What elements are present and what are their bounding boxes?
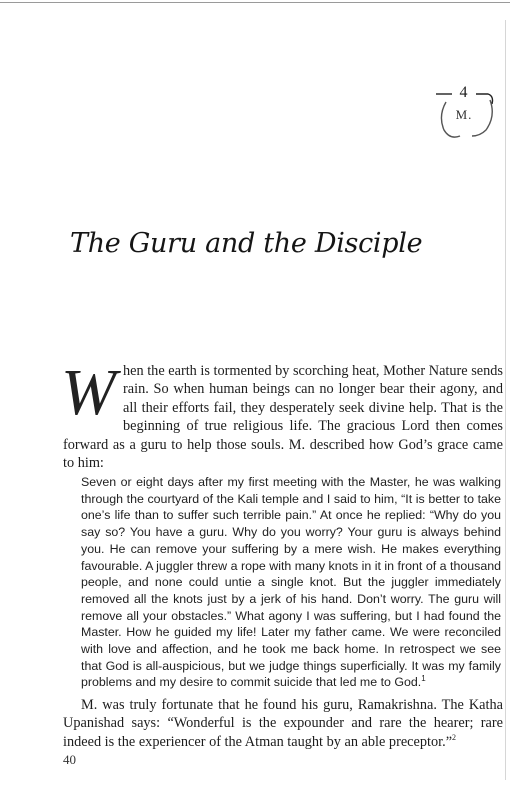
block-quote xyxy=(81,474,501,691)
drop-cap: W xyxy=(61,356,116,429)
chapter-ornament xyxy=(432,84,496,144)
footnote-marker-1: 1 xyxy=(421,674,426,684)
chapter-subject: M. xyxy=(455,107,473,122)
body-paragraph xyxy=(63,696,503,751)
page-number: 40 xyxy=(63,752,76,767)
footnote-marker-2: 2 xyxy=(452,733,457,743)
intro-text: hen the earth is tormented by scorching heat, Mother Nature sends rain. So when human beings can no longer bear their agony, and all their efforts fail, they desperately seek divine help. That is the beginning of true religious life. The gracious Lord then comes forward as a guru to help those souls. M. described how God’s grace came to him: xyxy=(63,363,503,472)
quote-text: Seven or eight days after my first meeting with the Master, he was walking through the courtyard of the Kali temple and I said to him, “It is better to take one’s life than to suffer such terrible pain.” At once he replied: “Why do you say so? You have a guru. Why do you worry? Your guru is always behind you. He can remove your suffering by a mere wish. He makes everything favourable. A juggler threw a rope with many knots in it in front of a thousand people, and none could untie a single knot. But the juggler immediately removed all the knots just by a jerk of his hand. Don’t worry. The guru will remove all your obstacles.” What agony I was suffering, but I had found the Master. How he guided my life! Later my father came. We were reconciled with love and affection, and he took me back home. In retrospect we see that God is all-auspicious, but we judge things superficially. It was my family problems and my desire to commit suicide that led me to God. xyxy=(81,475,501,690)
top-rule xyxy=(0,2,510,3)
intro-paragraph xyxy=(61,356,503,472)
chapter-number: 4 xyxy=(459,84,469,101)
para2-text: M. was truly fortunate that he found his guru, Ramakrishna. The Katha Upanishad says: “Wonderful is the expounder and rare the hearer; rare indeed is the experiencer of the Atman taught by an able preceptor.” xyxy=(63,697,503,750)
page-edge xyxy=(505,20,506,780)
chapter-title: The Guru and the Disciple xyxy=(70,228,423,259)
